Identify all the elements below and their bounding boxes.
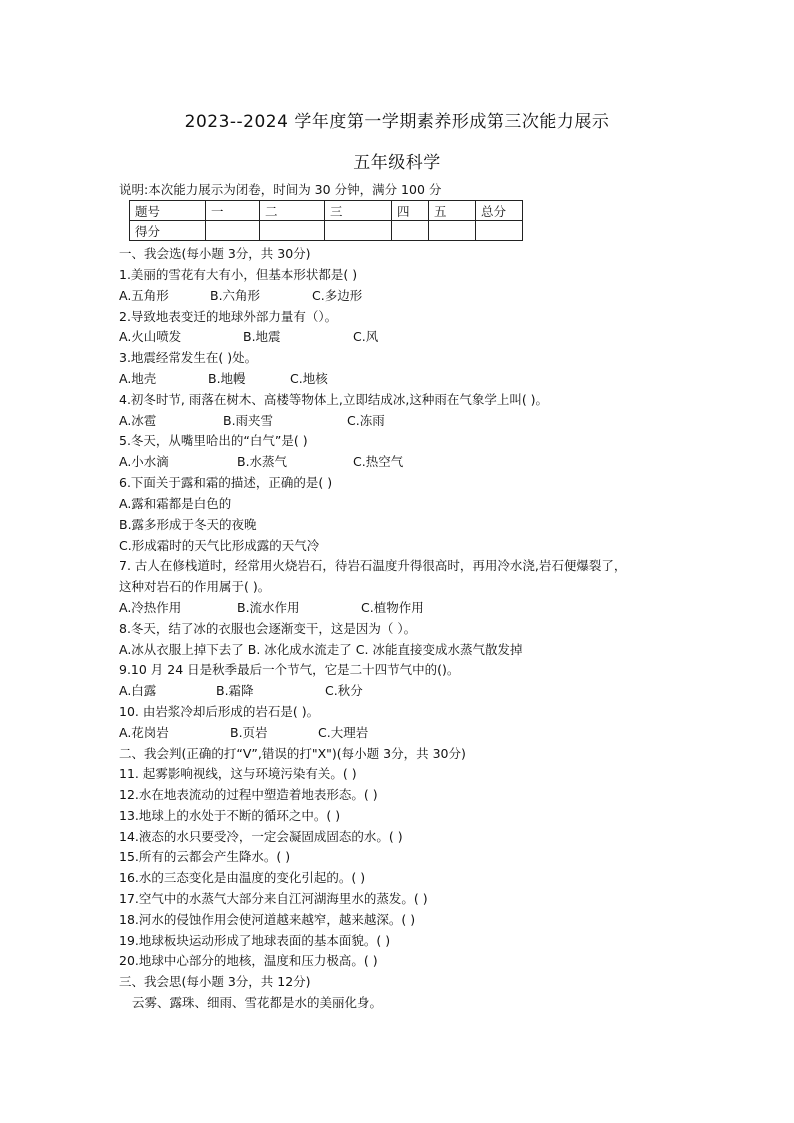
question-stem: 8.冬天，结了冰的衣服也会逐渐变干，这是因为（ ）。 [119,621,417,636]
option-c: C.秋分 [325,683,363,698]
score-table-header-row [130,201,523,221]
option-a: A.花岗岩 [119,725,169,740]
option-a: A.五角形 [119,288,169,303]
option-c: C.地核 [290,371,328,386]
question-stem: 9.10 月 24 日是秋季最后一个节气，它是二十四节气中的()。 [119,662,460,677]
option-c: C.热空气 [353,454,404,469]
section1-heading: 一、我会选(每小题 3分，共 30分) [119,246,311,261]
exam-subtitle: 五年级科学 [353,153,441,173]
option-b: B.水蒸气 [237,454,288,469]
option-a: A.露和霜都是白色的 [119,496,232,511]
score-cell: 题号 [130,201,206,221]
score-input-cell[interactable] [429,221,476,241]
judgement-item: 17.空气中的水蒸气大部分来自江河湖海里水的蒸发。( ) [119,891,428,906]
question-stem: 10. 由岩浆冷却后形成的岩石是( )。 [119,704,320,719]
option-c: C.多边形 [312,288,363,303]
option-a: A.冰雹 [119,413,157,428]
score-cell: 总分 [476,201,523,221]
option-b: B.霜降 [216,683,254,698]
option-c: C.风 [353,329,379,344]
score-input-cell[interactable] [260,221,325,241]
question-options: A.冰从衣服上掉下去了 B. 冰化成水流走了 C. 冰能直接变成水蒸气散发掉 [119,642,523,657]
option-c: C.冻雨 [347,413,385,428]
question-stem: 2.导致地表变迁的地球外部力量有（）。 [119,309,338,324]
score-cell: 二 [260,201,325,221]
option-b: B.露多形成于冬天的夜晚 [119,517,257,532]
judgement-item: 13.地球上的水处于不断的循环之中。( ) [119,808,341,823]
section2-heading: 二、我会判(正确的打“V”,错误的打"X")(每小题 3分，共 30分) [119,746,466,761]
question-stem: 4.初冬时节, 雨落在树木、高楼等物体上,立即结成冰,这种雨在气象学上叫( )。 [119,392,549,407]
option-b: B.地震 [243,329,281,344]
judgement-item: 16.水的三态变化是由温度的变化引起的。( ) [119,870,366,885]
judgement-item: 15.所有的云都会产生降水。( ) [119,849,291,864]
exam-note: 说明:本次能力展示为闭卷，时间为 30 分钟，满分 100 分 [119,182,442,197]
score-cell: 一 [206,201,260,221]
option-b: B.地幔 [208,371,246,386]
question-stem: 1.美丽的雪花有大有小，但基本形状都是( ) [119,267,358,282]
option-a: A.火山喷发 [119,329,182,344]
exam-title: 2023--2024 学年度第一学期素养形成第三次能力展示 [184,112,610,132]
judgement-item: 12.水在地表流动的过程中塑造着地表形态。( ) [119,787,378,802]
score-input-cell[interactable] [325,221,392,241]
score-table-score-row [130,221,523,241]
question-stem-cont: 这种对岩石的作用属于( )。 [119,579,271,594]
section3-intro: 云雾、露珠、细雨、雪花都是水的美丽化身。 [132,995,383,1010]
score-cell: 得分 [130,221,206,241]
option-b: B.页岩 [230,725,268,740]
question-stem: 6.下面关于露和霜的描述，正确的是( ) [119,475,333,490]
score-cell: 三 [325,201,392,221]
question-stem: 7. 古人在修栈道时，经常用火烧岩石，待岩石温度升得很高时，再用冷水浇,岩石便爆裂了， [119,558,627,573]
judgement-item: 18.河水的侵蚀作用会使河道越来越窄，越来越深。( ) [119,912,416,927]
option-c: C.形成霜时的天气比形成露的天气冷 [119,538,320,553]
judgement-item: 19.地球板块运动形成了地球表面的基本面貌。( ) [119,933,391,948]
option-c: C.大理岩 [318,725,369,740]
judgement-item: 11. 起雾影响视线，这与环境污染有关。( ) [119,766,357,781]
option-c: C.植物作用 [361,600,424,615]
score-input-cell[interactable] [476,221,523,241]
option-a: A.白露 [119,683,157,698]
question-stem: 3.地震经常发生在( )处。 [119,350,258,365]
option-a: A.小水滴 [119,454,169,469]
score-input-cell[interactable] [206,221,260,241]
section3-heading: 三、我会思(每小题 3分，共 12分) [119,974,311,989]
score-table [129,200,523,241]
score-input-cell[interactable] [392,221,429,241]
question-stem: 5.冬天，从嘴里哈出的“白气”是( ) [119,433,308,448]
option-b: B.六角形 [210,288,261,303]
option-b: B.雨夹雪 [223,413,274,428]
option-a: A.地壳 [119,371,157,386]
judgement-item: 20.地球中心部分的地核，温度和压力极高。( ) [119,953,378,968]
option-a: A.冷热作用 [119,600,182,615]
score-cell: 五 [429,201,476,221]
score-cell: 四 [392,201,429,221]
option-b: B.流水作用 [237,600,300,615]
judgement-item: 14.液态的水只要受冷，一定会凝固成固态的水。( ) [119,829,403,844]
